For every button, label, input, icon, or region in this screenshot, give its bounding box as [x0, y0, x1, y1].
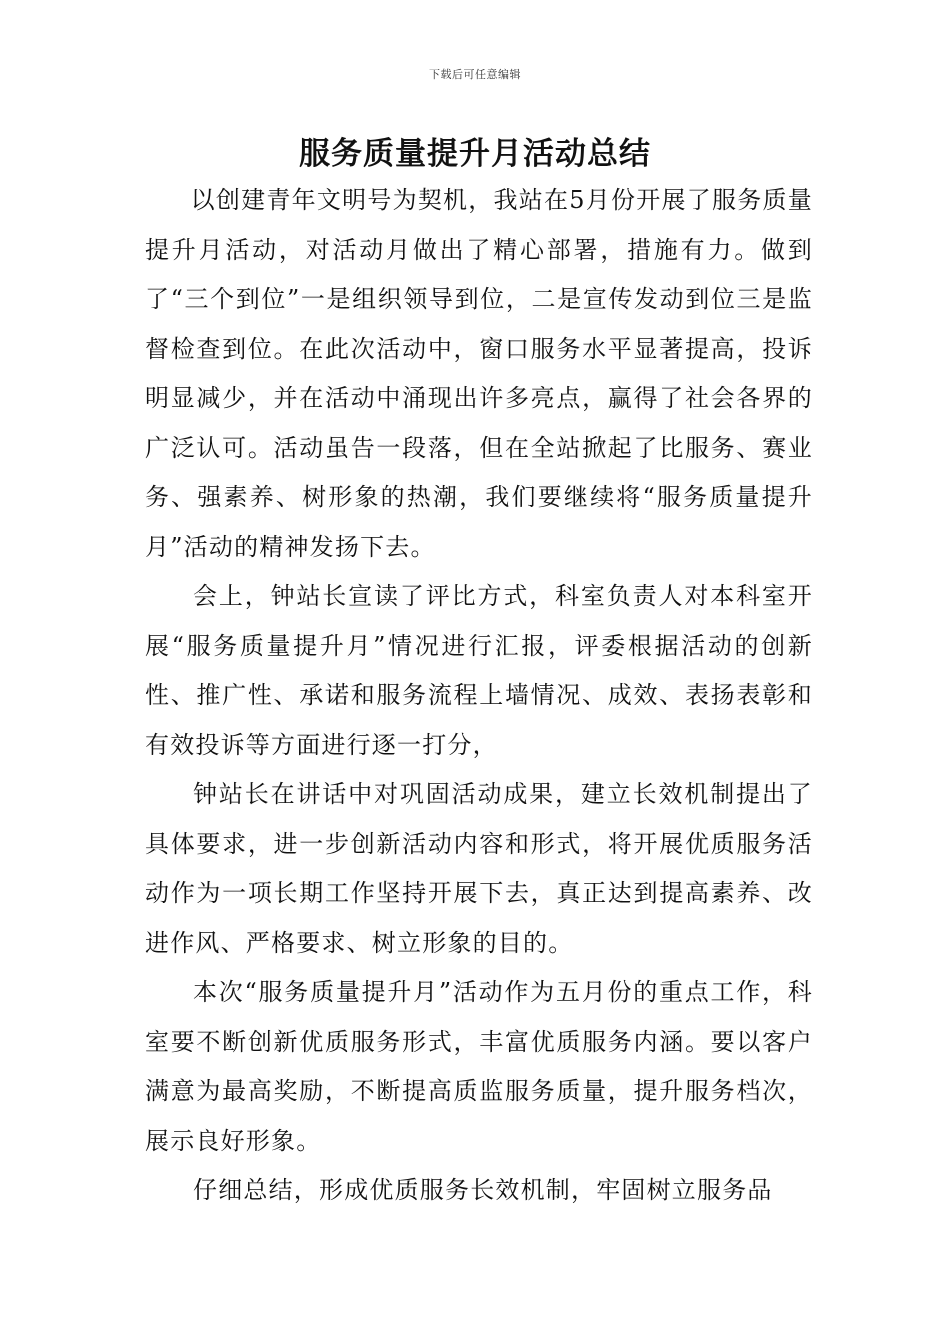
paragraph-1: 以创建青年文明号为契机，我站在5月份开展了服务质量提升月活动，对活动月做出了精心部署，措施有力。做到了“三个到位”一是组织领导到位，二是宣传发动到位三是监督检查到位。在此次活动中，窗口服务水平显著提高，投诉明显减少，并在活动中涌现出许多亮点，赢得了社会各界的广泛认可。活动虽告一段落，但在全站掀起了比服务、赛业务、强素养、树形象的热潮，我们要继续将“服务质量提升月”活动的精神发扬下去。 [145, 186, 813, 561]
paragraph-4: 本次“服务质量提升月”活动作为五月份的重点工作，科室要不断创新优质服务形式，丰富优质服务内涵。要以客户满意为最高奖励，不断提高质监服务质量，提升服务档次，展示良好形象。 [145, 978, 813, 1155]
header-note: 下载后可任意编辑 [429, 68, 521, 81]
paragraph-5: 仔细总结，形成优质服务长效机制，牢固树立服务品 [193, 1176, 773, 1204]
document-body [145, 176, 813, 1216]
paragraph-2: 会上，钟站长宣读了评比方式，科室负责人对本科室开展“服务质量提升月”情况进行汇报，评委根据活动的创新性、推广性、承诺和服务流程上墙情况、成效、表扬表彰和有效投诉等方面进行逐一打分， [145, 582, 813, 759]
document-title: 服务质量提升月活动总结 [299, 136, 651, 172]
paragraph-3: 钟站长在讲话中对巩固活动成果，建立长效机制提出了具体要求，进一步创新活动内容和形式，将开展优质服务活动作为一项长期工作坚持开展下去，真正达到提高素养、改进作风、严格要求、树立形象的目的。 [145, 780, 813, 957]
